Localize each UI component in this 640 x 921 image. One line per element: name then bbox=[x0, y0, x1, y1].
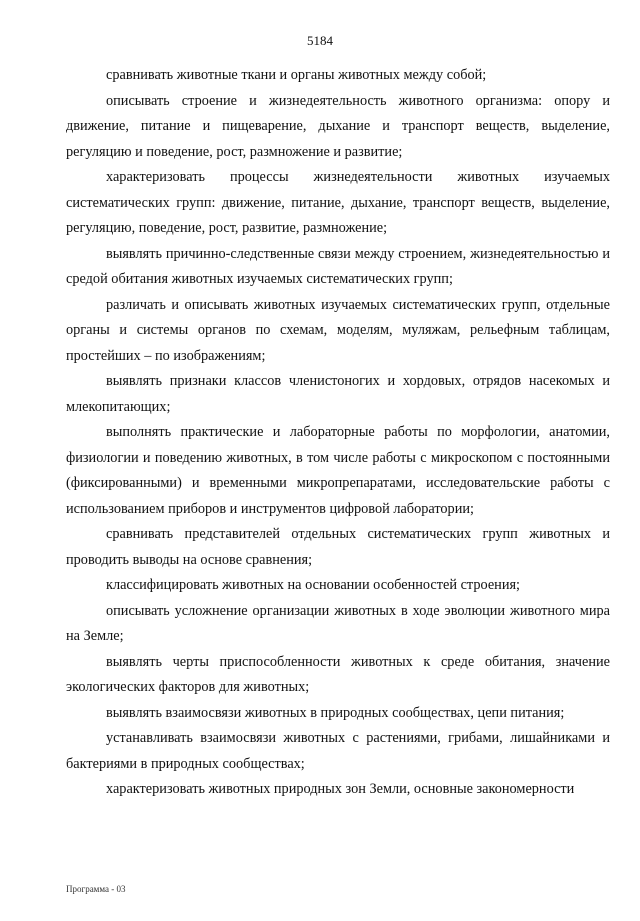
paragraph-7: выполнять практические и лабораторные работы по морфологии, анатомии, физиологии и поведению животных, в том числе работы с микроскопом с постоянными (фиксированными) и временными микропрепаратами, исследовательские работы с использованием приборов и инструментов цифровой лаборатории; bbox=[66, 424, 610, 517]
paragraph-3: характеризовать процессы жизнедеятельности животных изучаемых систематических групп: движение, питание, дыхание, транспорт веществ, выделение, регуляцию, поведение, рост, развитие, размножение; bbox=[66, 169, 610, 236]
paragraph-1: сравнивать животные ткани и органы животных между собой; bbox=[106, 67, 487, 83]
paragraph-5: различать и описывать животных изучаемых систематических групп, отдельные органы и системы органов по схемам, моделям, муляжам, рельефным таблицам, простейших – по изображениям; bbox=[66, 296, 610, 364]
paragraph-6: выявлять признаки классов членистоногих и хордовых, отрядов насекомых и млекопитающих; bbox=[66, 373, 610, 415]
paragraph-12: выявлять взаимосвязи животных в природных сообществах, цепи питания; bbox=[106, 704, 565, 721]
page-body bbox=[66, 63, 610, 803]
paragraph-9: классифицировать животных на основании особенностей строения; bbox=[106, 577, 521, 593]
paragraph-14: характеризовать животных природных зон Земли, основные закономерности bbox=[106, 781, 575, 797]
paragraph-13: устанавливать взаимосвязи животных с растениями, грибами, лишайниками и бактериями в природных сообществах; bbox=[66, 730, 610, 772]
paragraph-2: описывать строение и жизнедеятельность животного организма: опору и движение, питание и пищеварение, дыхание и транспорт веществ, выделение, регуляцию и поведение, рост, размножение и развитие; bbox=[66, 92, 610, 160]
page-number: 5184 bbox=[307, 33, 333, 48]
page-footer: Программа - 03 bbox=[66, 884, 126, 894]
paragraph-11: выявлять черты приспособленности животных к среде обитания, значение экологических факторов для животных; bbox=[66, 653, 610, 695]
paragraph-8: сравнивать представителей отдельных систематических групп животных и проводить выводы на основе сравнения; bbox=[66, 526, 610, 568]
paragraph-4: выявлять причинно-следственные связи между строением, жизнедеятельностью и средой обитания животных изучаемых систематических групп; bbox=[66, 245, 610, 287]
paragraph-10: описывать усложнение организации животных в ходе эволюции животного мира на Земле; bbox=[66, 602, 610, 644]
